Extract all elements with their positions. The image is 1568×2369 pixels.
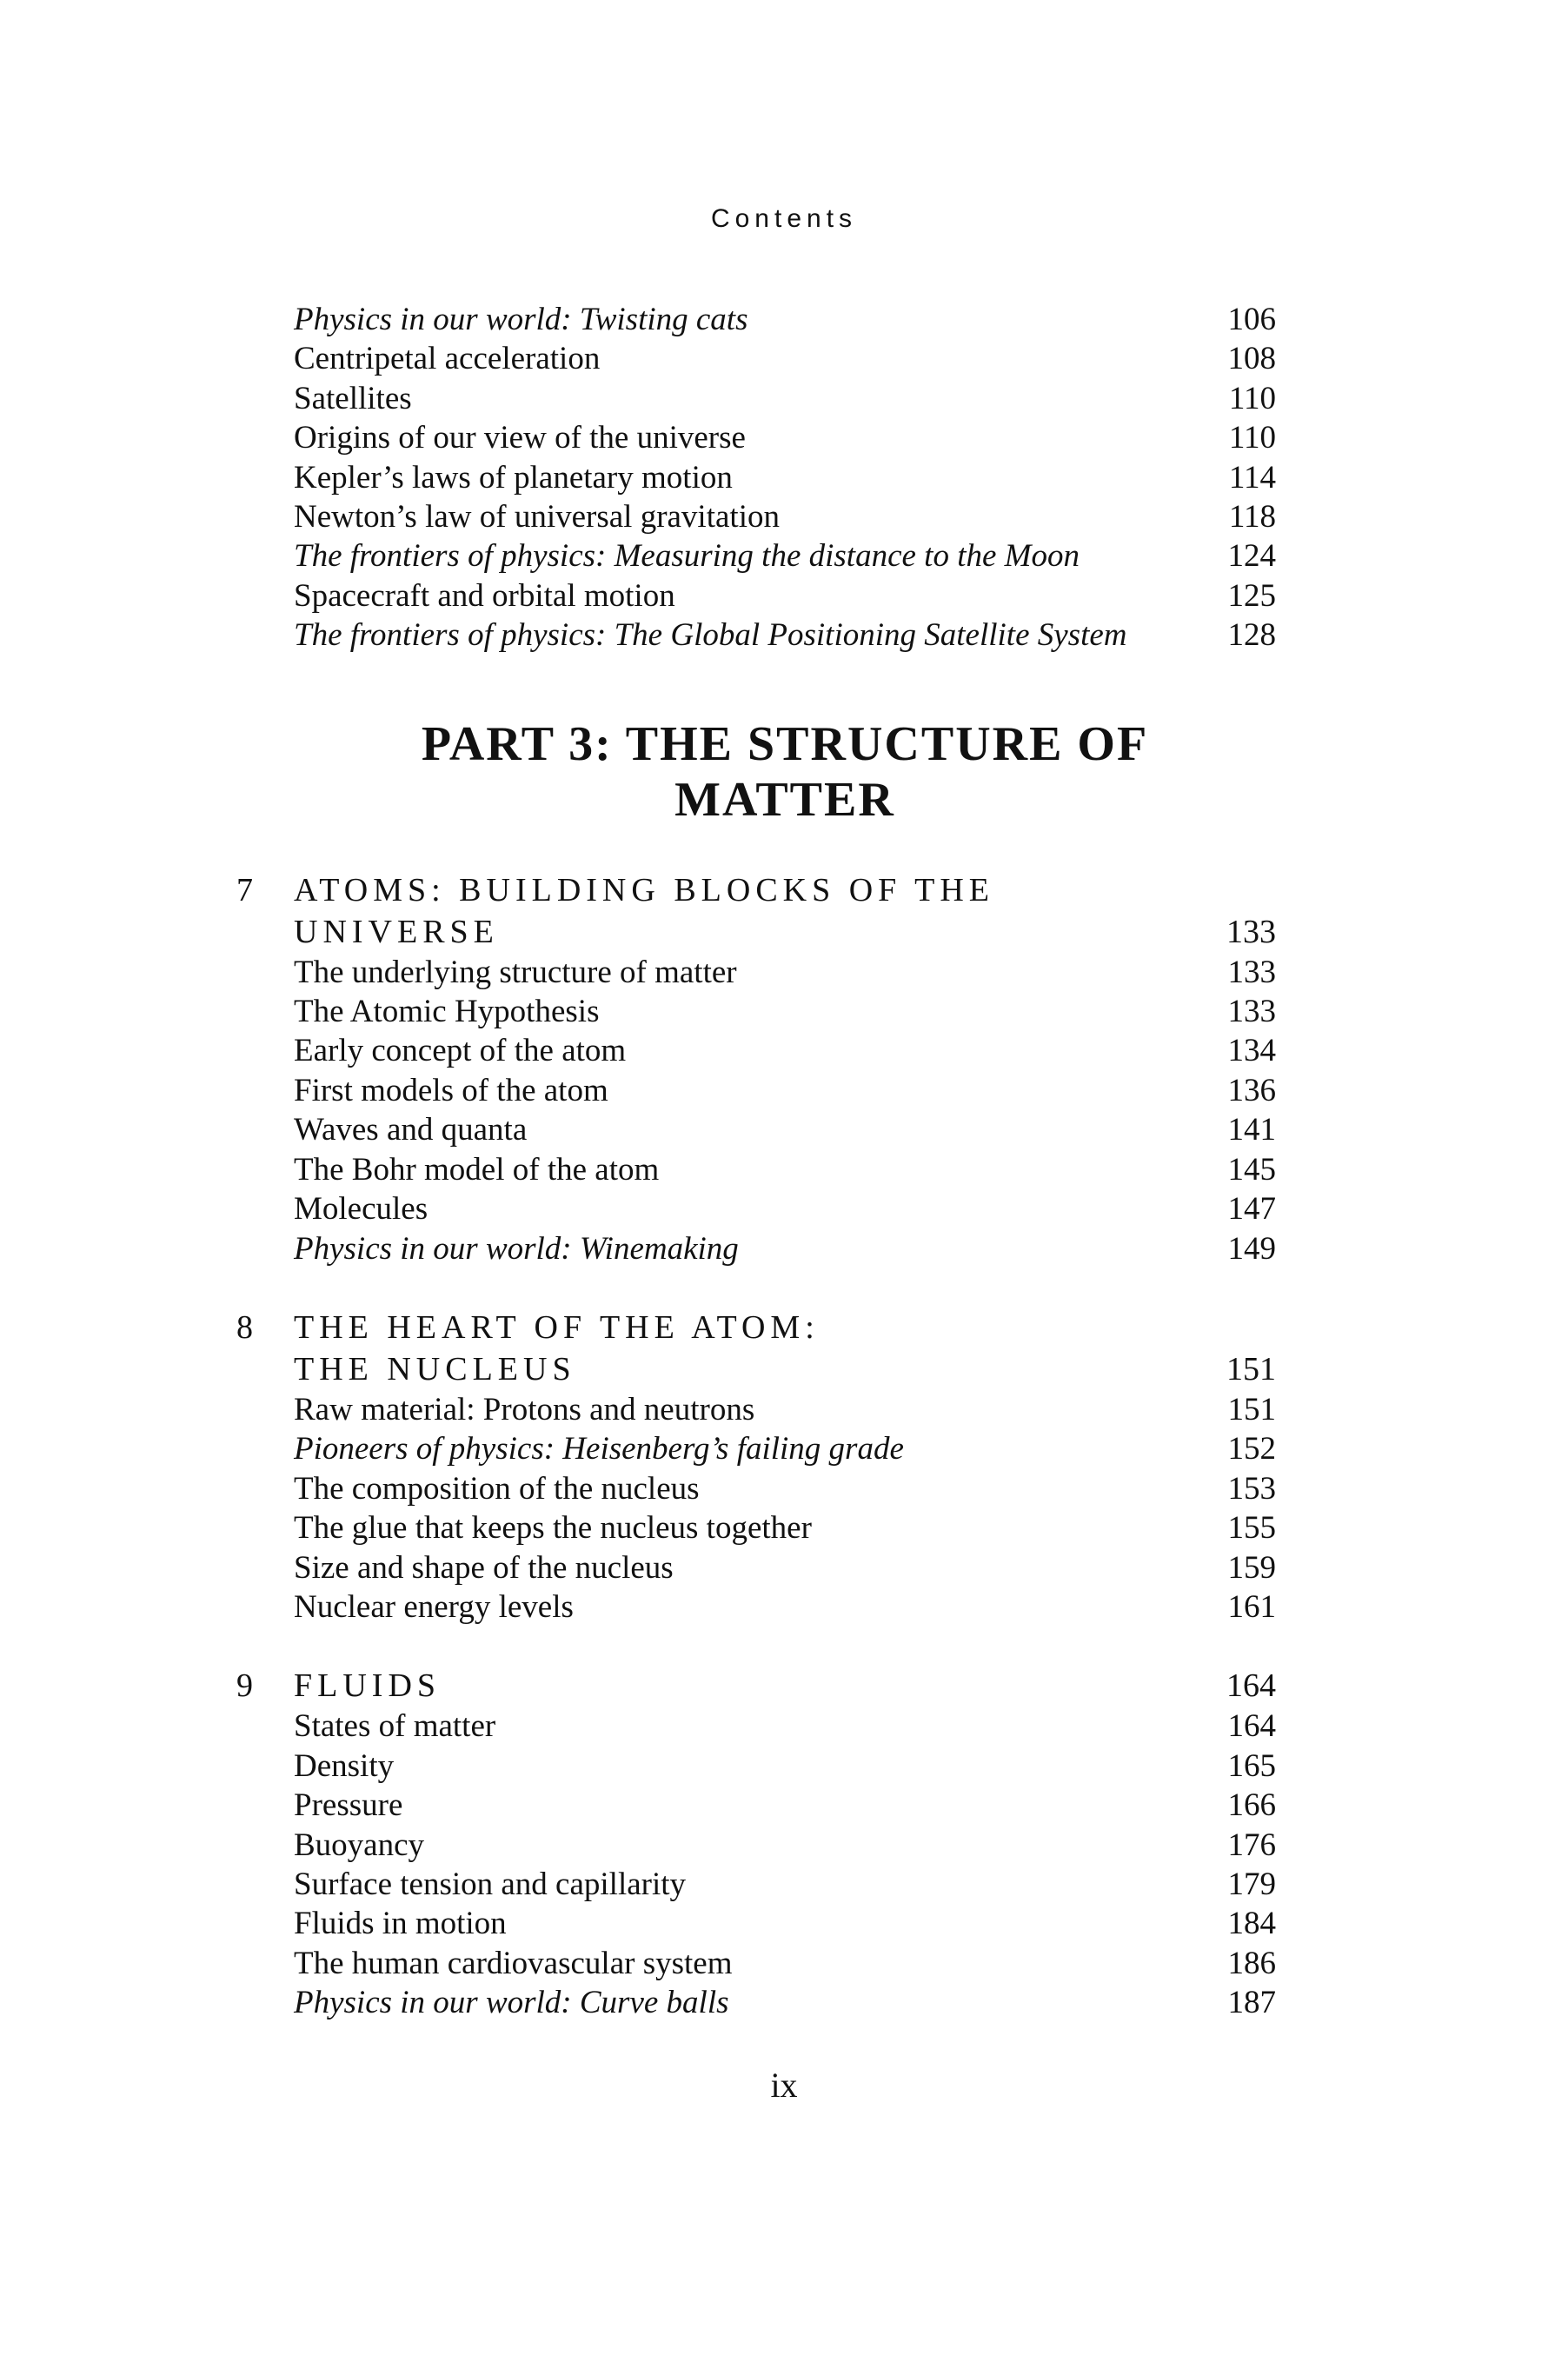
toc-entry-page: 108 <box>1227 341 1276 377</box>
toc-entry-page: 186 <box>1227 1945 1276 1981</box>
toc-entry-title: Raw material: Protons and neutrons <box>294 1391 755 1427</box>
toc-entry-title: The glue that keeps the nucleus together <box>294 1510 812 1547</box>
toc-entry <box>294 576 1276 616</box>
chapter-title-row <box>294 911 1276 953</box>
toc-entry-page: 124 <box>1227 538 1276 575</box>
toc-entry-page: 161 <box>1227 1588 1276 1625</box>
toc-entry-page: 184 <box>1227 1906 1276 1942</box>
toc-entry <box>294 339 1276 378</box>
toc-entry-title: The Bohr model of the atom <box>294 1151 660 1188</box>
toc-entry <box>294 1390 1276 1429</box>
toc-entry <box>294 953 1276 992</box>
toc-entry-page: 136 <box>1227 1072 1276 1108</box>
toc-entry <box>294 1110 1276 1149</box>
toc-entry <box>294 458 1276 497</box>
toc-entry-title: Fluids in motion <box>294 1906 507 1942</box>
toc-entry <box>294 1469 1276 1508</box>
toc-entry <box>294 1983 1276 2022</box>
toc-entry-title: The composition of the nucleus <box>294 1470 700 1507</box>
toc-entry-page: 118 <box>1228 499 1276 536</box>
toc-entry-page: 152 <box>1227 1431 1276 1467</box>
toc-entry-title: Surface tension and capillarity <box>294 1866 687 1902</box>
toc-entry-page: 164 <box>1227 1708 1276 1745</box>
toc-entry-page: 151 <box>1227 1391 1276 1427</box>
toc-entry <box>294 1031 1276 1070</box>
toc-entry-title: Kepler’s laws of planetary motion <box>294 459 733 496</box>
toc-entry <box>294 536 1276 576</box>
toc-entry <box>294 1747 1276 1786</box>
toc-entry-page: 128 <box>1227 617 1276 654</box>
toc-entry-title: Physics in our world: Twisting cats <box>294 302 748 337</box>
toc-entry-page: 166 <box>1227 1787 1276 1824</box>
toc-entry-page: 155 <box>1227 1510 1276 1547</box>
toc-entry-page: 141 <box>1227 1112 1276 1148</box>
toc-entry-title: Centripetal acceleration <box>294 341 601 377</box>
toc-entry-title: The frontiers of physics: The Global Positioning Satellite System <box>294 617 1127 654</box>
toc-entry-title: The human cardiovascular system <box>294 1945 733 1981</box>
toc-entry <box>294 1189 1276 1228</box>
chapter-page: 164 <box>1226 1667 1276 1705</box>
toc-entry-page: 149 <box>1227 1230 1276 1267</box>
toc-entry-title: Physics in our world: Curve balls <box>294 1985 729 2021</box>
toc-entry-title: Origins of our view of the universe <box>294 420 746 456</box>
toc-entry-page: 134 <box>1227 1033 1276 1069</box>
toc-entry-page: 125 <box>1227 577 1276 614</box>
toc-entry <box>294 497 1276 536</box>
toc-entry <box>294 418 1276 457</box>
toc-entry-title: States of matter <box>294 1708 496 1745</box>
toc-entry-page: 159 <box>1227 1549 1276 1586</box>
toc-entry <box>294 1707 1276 1746</box>
toc-entry-title: Density <box>294 1747 395 1784</box>
toc-entry-page: 153 <box>1227 1470 1276 1507</box>
toc-entry-title: Pressure <box>294 1787 403 1824</box>
toc-entry-title: Spacecraft and orbital motion <box>294 577 675 614</box>
toc-entry-page: 187 <box>1227 1985 1276 2021</box>
toc-entry-title: Waves and quanta <box>294 1112 528 1148</box>
toc-entry-title: The underlying structure of matter <box>294 954 737 990</box>
running-head: Contents <box>710 204 858 233</box>
chapter-page: 133 <box>1226 913 1276 950</box>
chapter-title-line2: FLUIDS <box>294 1667 442 1705</box>
toc-entry <box>294 1786 1276 1825</box>
intro-entries <box>294 300 1276 655</box>
toc-entry-title: Size and shape of the nucleus <box>294 1549 674 1586</box>
toc-entry <box>294 1229 1276 1268</box>
toc-entry-title: Physics in our world: Winemaking <box>294 1230 739 1267</box>
toc-entry <box>294 1587 1276 1627</box>
toc-entry-title: Buoyancy <box>294 1827 425 1863</box>
toc-entry-page: 165 <box>1227 1747 1276 1784</box>
toc-entry <box>294 1150 1276 1189</box>
toc-entry <box>294 1944 1276 1983</box>
chapter-title-line2: THE NUCLEUS <box>294 1350 576 1387</box>
page-number: ix <box>770 2066 798 2105</box>
toc-entry-title: Nuclear energy levels <box>294 1588 574 1625</box>
toc-entry-title: Newton’s law of universal gravitation <box>294 499 780 536</box>
chapter-section <box>236 869 1276 1268</box>
chapter-title-line1: ATOMS: BUILDING BLOCKS OF THE <box>294 871 994 908</box>
chapter-title-line2: UNIVERSE <box>294 913 499 950</box>
toc-entry-page: 147 <box>1227 1191 1276 1228</box>
toc-entry <box>294 1071 1276 1110</box>
part-heading-line2: MATTER <box>674 772 895 827</box>
toc-entry-title: Satellites <box>294 380 412 416</box>
chapter-section <box>236 1665 1276 2022</box>
toc-entry-page: 176 <box>1227 1827 1276 1863</box>
toc-entry <box>294 1865 1276 1904</box>
toc-entry-title: Molecules <box>294 1191 429 1228</box>
part-heading-line1: PART 3: THE STRUCTURE OF <box>421 716 1149 771</box>
toc-entry-title: Pioneers of physics: Heisenberg’s failing grade <box>294 1431 904 1467</box>
toc-entry-page: 110 <box>1228 380 1276 416</box>
toc-entry <box>294 300 1276 339</box>
toc-entry-title: The Atomic Hypothesis <box>294 994 600 1030</box>
toc-entry-page: 133 <box>1227 994 1276 1030</box>
toc-entry <box>294 1548 1276 1587</box>
chapter-number: 9 <box>236 1667 253 1705</box>
toc-entry-page: 106 <box>1227 302 1276 337</box>
toc-entry-page: 179 <box>1227 1866 1276 1902</box>
toc-entry <box>294 616 1276 655</box>
table-of-contents <box>236 300 1276 2023</box>
toc-entry <box>294 1904 1276 1943</box>
toc-entry-page: 133 <box>1227 954 1276 990</box>
toc-entry-title: First models of the atom <box>294 1072 608 1108</box>
chapter-number: 7 <box>236 871 253 908</box>
part-heading <box>294 716 1276 828</box>
toc-entry <box>294 1508 1276 1547</box>
chapter-title-row <box>294 1665 1276 1707</box>
chapter-section <box>236 1307 1276 1627</box>
chapters <box>236 869 1276 2023</box>
toc-entry-page: 114 <box>1228 459 1276 496</box>
toc-entry-title: Early concept of the atom <box>294 1033 627 1069</box>
chapter-page: 151 <box>1226 1350 1276 1387</box>
toc-entry-page: 110 <box>1228 420 1276 456</box>
toc-entry <box>294 992 1276 1031</box>
toc-entry <box>294 379 1276 418</box>
toc-entry <box>294 1826 1276 1865</box>
toc-entry-title: The frontiers of physics: Measuring the distance to the Moon <box>294 538 1080 575</box>
toc-entry-page: 145 <box>1227 1151 1276 1188</box>
chapter-title-row <box>294 1348 1276 1390</box>
chapter-title-line1: THE HEART OF THE ATOM: <box>294 1308 820 1346</box>
chapter-number: 8 <box>236 1308 253 1346</box>
toc-entry <box>294 1429 1276 1468</box>
